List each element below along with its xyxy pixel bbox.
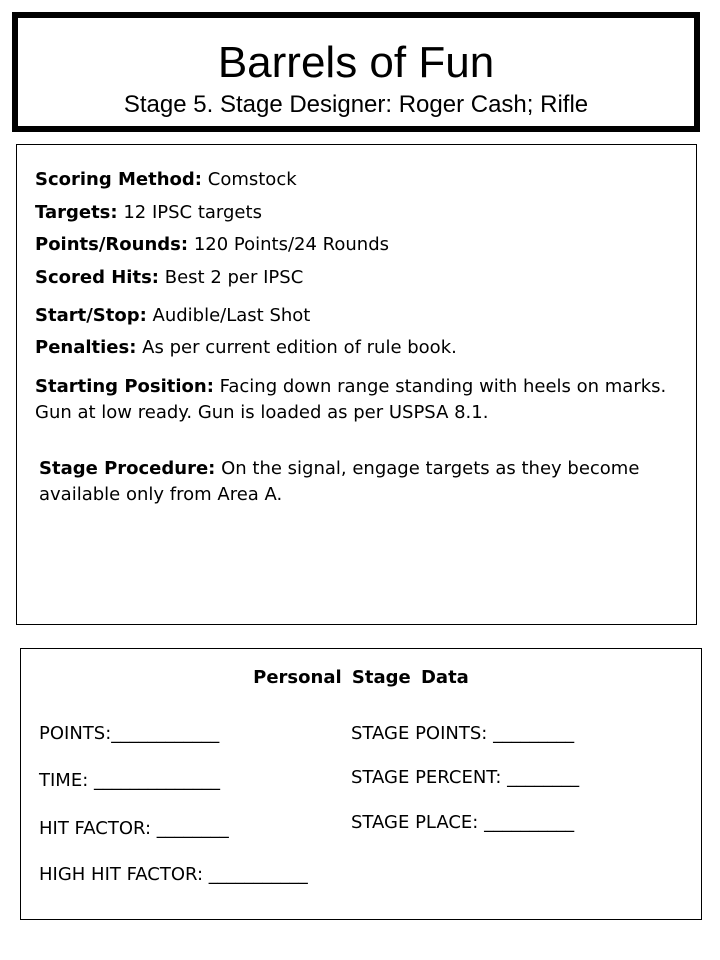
stage-procedure-row: [39, 456, 679, 508]
stage-procedure-value: On the signal, engage targets as they become available only from Area A.: [39, 458, 640, 505]
personal-stage-data-heading: Personal Stage Data: [253, 667, 469, 688]
penalties-label: Penalties:: [35, 337, 137, 358]
stage-points-field: STAGE POINTS: _________: [351, 723, 575, 744]
stage-subtitle: Stage 5. Stage Designer: Roger Cash; Rifle: [123, 91, 589, 118]
targets-row: [35, 200, 262, 226]
start-stop-label: Start/Stop:: [35, 305, 147, 326]
points-rounds-row: [35, 232, 389, 258]
stage-title: Barrels of Fun: [217, 38, 495, 87]
scoring-method-label: Scoring Method:: [35, 169, 203, 190]
points-rounds-value: 120 Points/24 Rounds: [193, 234, 389, 255]
time-field: TIME: ______________: [39, 770, 220, 791]
scoring-method-value: Comstock: [207, 169, 297, 190]
scored-hits-value: Best 2 per IPSC: [164, 267, 304, 288]
personal-stage-data-box: [20, 648, 702, 920]
penalties-value: As per current edition of rule book.: [142, 337, 457, 358]
starting-position-value: Facing down range standing with heels on marks. Gun at low ready. Gun is loaded as per USPSA 8.1.: [35, 376, 667, 423]
hit-factor-field: HIT FACTOR: ________: [39, 818, 229, 839]
scoring-method-row: [35, 167, 297, 193]
penalties-row: [35, 335, 457, 361]
title-box: [12, 12, 700, 132]
starting-position-row: [35, 374, 685, 426]
points-rounds-label: Points/Rounds:: [35, 234, 189, 255]
start-stop-value: Audible/Last Shot: [152, 305, 311, 326]
start-stop-row: [35, 303, 310, 329]
scored-hits-label: Scored Hits:: [35, 267, 159, 288]
targets-value: 12 IPSC targets: [123, 202, 262, 223]
scored-hits-row: [35, 265, 303, 291]
targets-label: Targets:: [35, 202, 118, 223]
stage-procedure-label: Stage Procedure:: [39, 458, 216, 479]
points-field: POINTS:____________: [39, 723, 220, 744]
high-hit-factor-field: HIGH HIT FACTOR: ___________: [39, 864, 308, 885]
stage-place-field: STAGE PLACE: __________: [351, 812, 575, 833]
starting-position-label: Starting Position:: [35, 376, 214, 397]
stage-percent-field: STAGE PERCENT: ________: [351, 767, 580, 788]
stage-info-box: [16, 144, 697, 625]
